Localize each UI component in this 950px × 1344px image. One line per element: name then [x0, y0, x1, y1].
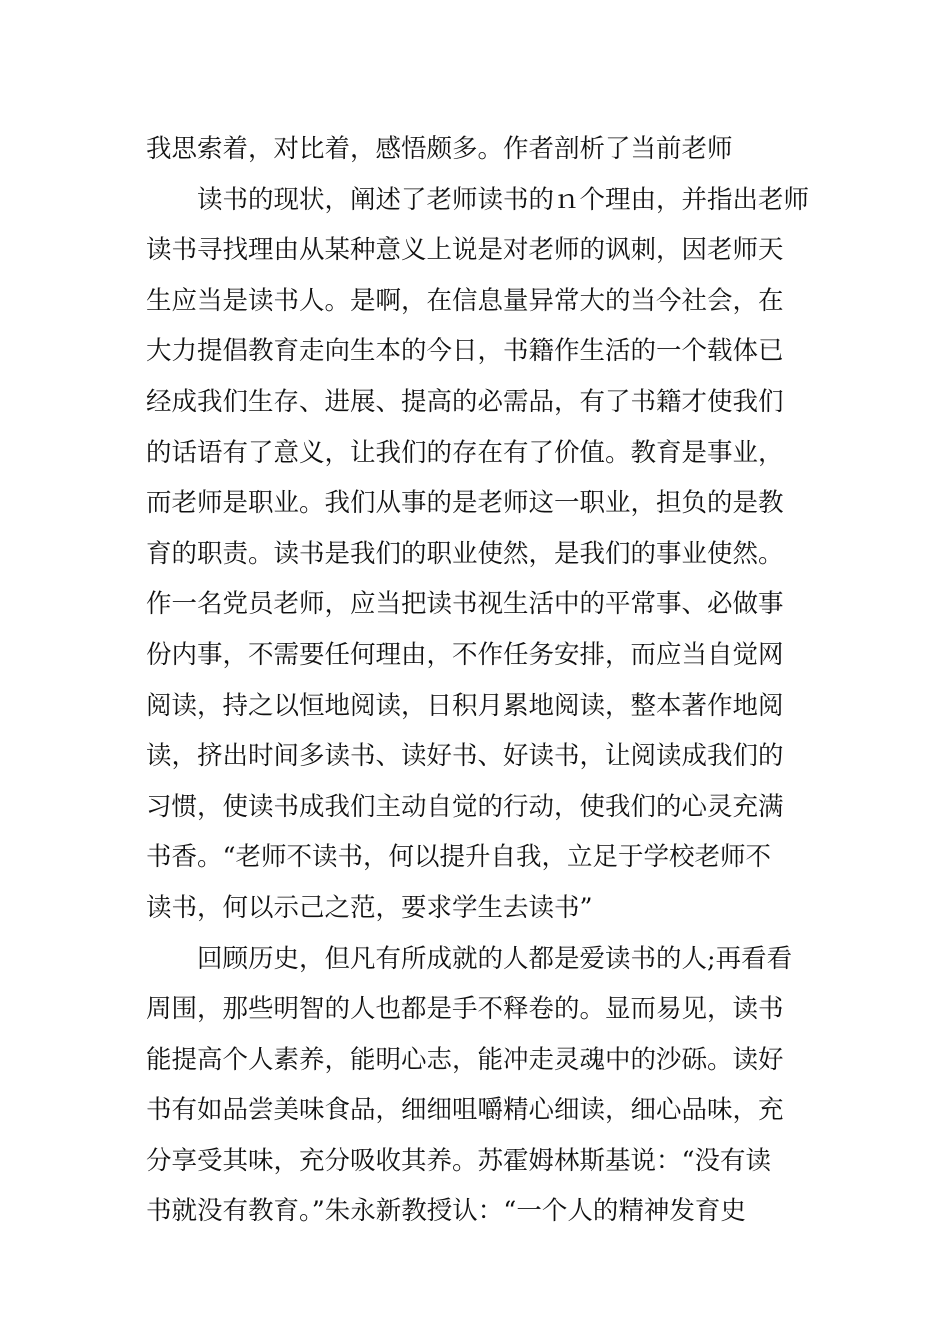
text-line: 经成我们生存、进展、提高的必需品，有了书籍才使我们	[146, 386, 784, 417]
text-line: 读书寻找理由从某种意义上说是对老师的讽刺，因老师天	[146, 235, 784, 266]
document-body	[146, 124, 811, 1237]
text-line: 阅读，持之以恒地阅读，日积月累地阅读，整本著作地阅	[146, 690, 784, 721]
text-line: 分享受其味，充分吸收其养。苏霍姆林斯基说：“没有读	[146, 1145, 772, 1176]
text-line: 书有如品尝美味食品，细细咀嚼精心细读，细心品味，充	[146, 1095, 784, 1126]
text-line: 能提高个人素养，能明心志，能冲走灵魂中的沙砾。读好	[146, 1044, 784, 1075]
paragraph-start-line: 回顾历史，但凡有所成就的人都是爱读书的人;再看看	[197, 943, 793, 974]
text-line: 读，挤出时间多读书、读好书、好读书，让阅读成我们的	[146, 741, 784, 772]
text-line: 的话语有了意义，让我们的存在有了价值。教育是事业，	[146, 437, 784, 468]
text-line: 习惯，使读书成我们主动自觉的行动，使我们的心灵充满	[146, 791, 784, 822]
text-line: 周围，那些明智的人也都是手不释卷的。显而易见，读书	[146, 994, 784, 1025]
text-line: 书就没有教育。”朱永新教授认：“一个人的精神发育史	[146, 1196, 746, 1227]
paragraph-start-line: 读书的现状，阐述了老师读书的ｎ个理由，并指出老师	[197, 184, 810, 215]
text-line: 书香。“老师不读书，何以提升自我，立足于学校老师不	[146, 842, 772, 873]
text-line: 读书，何以示己之范，要求学生去读书”	[146, 892, 593, 923]
text-line: 而老师是职业。我们从事的是老师这一职业，担负的是教	[146, 488, 784, 519]
text-line: 育的职责。读书是我们的职业使然，是我们的事业使然。	[146, 538, 784, 569]
text-line: 份内事，不需要任何理由，不作任务安排，而应当自觉网	[146, 639, 784, 670]
text-line: 我思索着，对比着，感悟颇多。作者剖析了当前老师	[146, 134, 733, 164]
text-line: 大力提倡教育走向生本的今日，书籍作生活的一个载体已	[146, 336, 784, 367]
text-line: 作一名党员老师，应当把读书视生活中的平常事、必做事	[146, 589, 784, 620]
text-line: 生应当是读书人。是啊，在信息量异常大的当今社会，在	[146, 285, 784, 316]
